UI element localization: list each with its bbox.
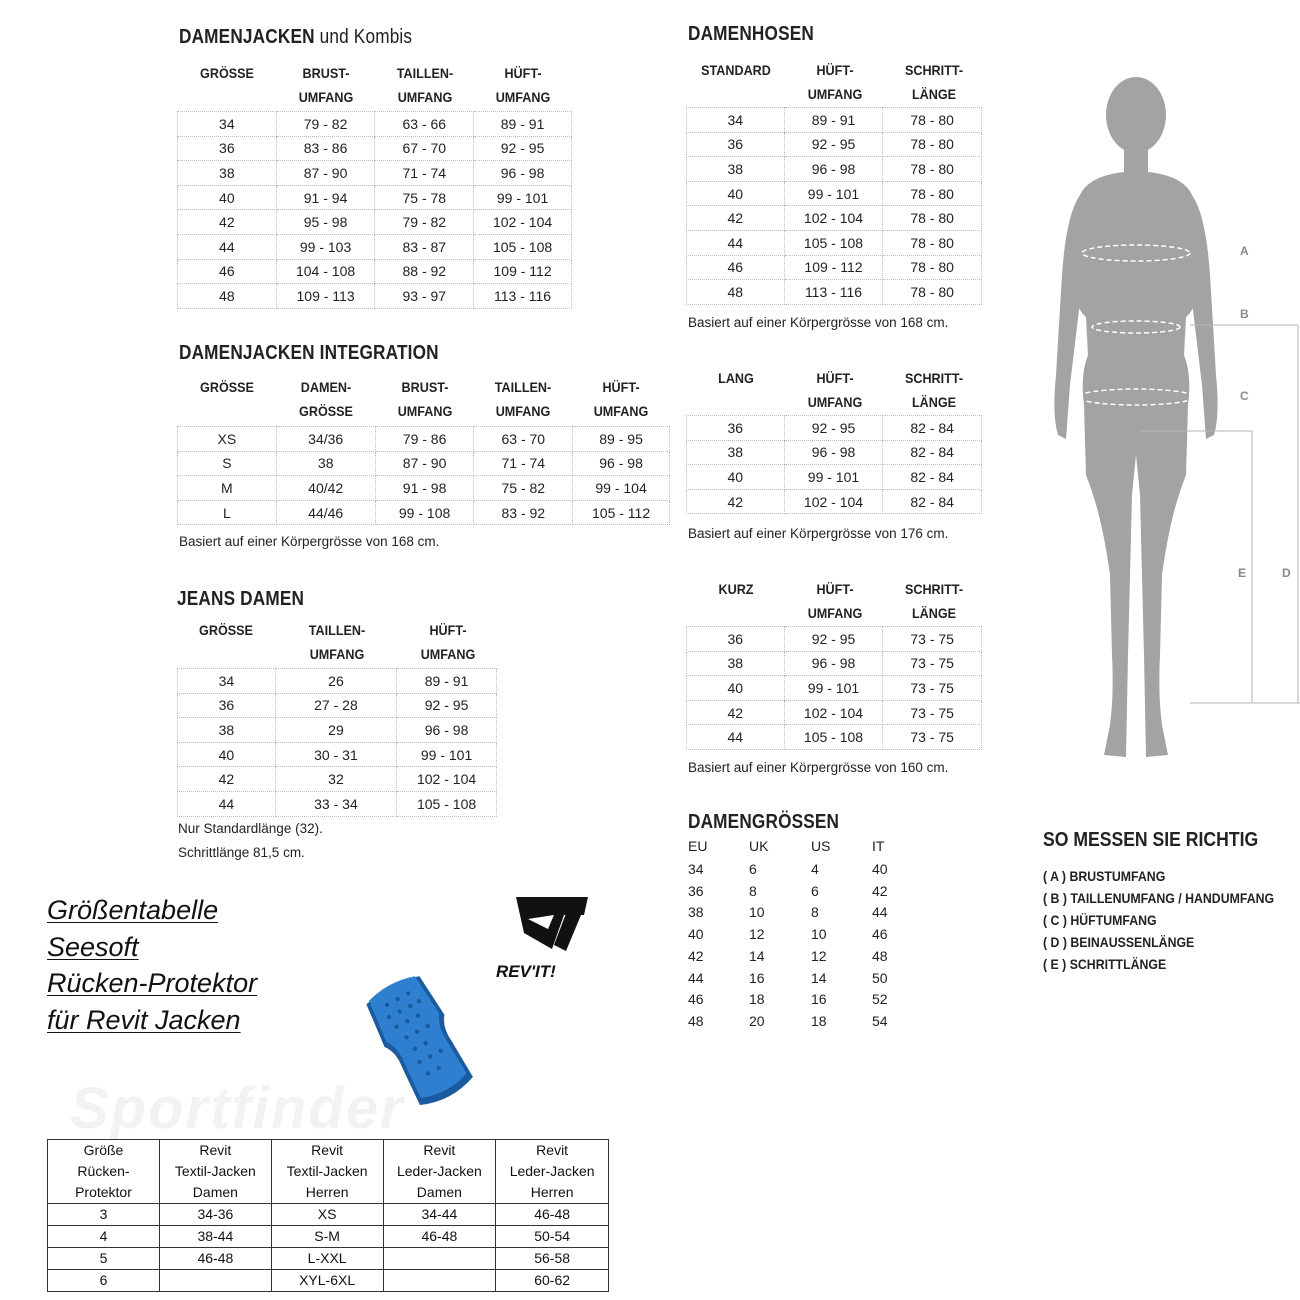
table-cell: 4	[48, 1226, 160, 1248]
table-cell: 109 - 112	[474, 259, 572, 284]
size-value: 46	[872, 926, 888, 943]
table-cell: 36	[687, 416, 785, 441]
protector-title-line: für Revit Jacken	[47, 1004, 241, 1035]
table-cell: 38-44	[159, 1226, 271, 1248]
table-cell: 83 - 92	[474, 500, 573, 525]
table-cell: 99 - 101	[784, 465, 883, 490]
table-cell	[383, 1270, 496, 1292]
table-cell: XYL-6XL	[271, 1270, 383, 1292]
size-value: 16	[811, 991, 827, 1008]
table-row	[48, 1248, 609, 1270]
table-cell: 32	[275, 767, 396, 792]
table-cell: L-XXL	[271, 1248, 383, 1270]
lang-table	[686, 415, 982, 514]
table-cell: 79 - 82	[375, 210, 474, 235]
legend-item: ( C ) HÜFTUMFANG	[1043, 912, 1157, 928]
column-header: BRUST- UMFANG	[397, 379, 453, 419]
column-header: UK	[749, 838, 769, 854]
table-cell: 96 - 98	[784, 651, 883, 676]
standard-table	[686, 107, 982, 305]
table-row	[178, 112, 572, 137]
table-row	[687, 489, 982, 514]
table-cell: 73 - 75	[883, 627, 982, 652]
damenjacken-table	[177, 111, 572, 309]
size-value: 54	[872, 1012, 888, 1029]
table-row	[687, 676, 982, 701]
size-value: 6	[749, 861, 757, 877]
table-cell: 42	[687, 489, 785, 514]
table-row	[178, 476, 670, 501]
table-cell: 96 - 98	[397, 718, 497, 743]
size-value: 50	[872, 969, 888, 986]
table-cell: 83 - 87	[375, 234, 474, 259]
size-value: 8	[811, 904, 819, 921]
table-cell: 34/36	[276, 427, 375, 452]
column-header: Größe Rücken- Protektor	[48, 1140, 160, 1204]
table-row	[687, 627, 982, 652]
table-cell: 88 - 92	[375, 259, 474, 284]
table-cell: 40	[178, 742, 276, 767]
table-cell: 36	[178, 136, 277, 161]
table-row	[178, 136, 572, 161]
protector-title-line: Rücken-Protektor	[47, 968, 258, 998]
size-value: 12	[749, 926, 765, 943]
table-cell: 38	[178, 718, 276, 743]
table-cell: 46	[178, 259, 277, 284]
size-value: 20	[749, 1012, 765, 1029]
table-row	[687, 157, 982, 182]
table-row	[48, 1204, 609, 1226]
size-value: 6	[811, 882, 819, 899]
table-cell: 113 - 116	[784, 280, 883, 305]
column-header: BRUST- UMFANG	[298, 65, 354, 105]
column-header: IT	[872, 838, 885, 854]
table-cell: 42	[687, 206, 785, 231]
column-header: TAILLEN- UMFANG	[308, 622, 366, 662]
table-cell: 38	[687, 157, 785, 182]
table-cell: 44	[178, 234, 277, 259]
table-row	[178, 718, 497, 743]
table-row	[48, 1270, 609, 1292]
table-cell: 113 - 116	[474, 284, 572, 309]
integration-title: DAMENJACKEN INTEGRATION	[179, 342, 439, 364]
table-row	[687, 416, 982, 441]
table-cell: S	[178, 451, 277, 476]
size-value: 10	[811, 926, 827, 943]
standard-note: Basiert auf einer Körpergrösse von 168 cm.	[688, 315, 949, 330]
table-cell: 91 - 94	[276, 185, 375, 210]
table-cell: 78 - 80	[883, 230, 982, 255]
column-header: GRÖSSE	[199, 622, 253, 638]
table-row	[178, 669, 497, 694]
size-value: 42	[688, 947, 704, 964]
table-cell: 82 - 84	[883, 489, 982, 514]
table-cell: 40	[178, 185, 277, 210]
table-cell: 78 - 80	[883, 280, 982, 305]
table-cell: 3	[48, 1204, 160, 1226]
table-cell: 33 - 34	[275, 791, 396, 816]
table-row	[178, 234, 572, 259]
table-row	[687, 725, 982, 750]
size-value: 34	[688, 861, 704, 877]
table-cell: 44	[178, 791, 276, 816]
table-cell: 96 - 98	[784, 157, 883, 182]
table-cell: 36	[687, 627, 785, 652]
table-row	[687, 465, 982, 490]
table-cell: 92 - 95	[474, 136, 572, 161]
table-row	[687, 651, 982, 676]
lang-note: Basiert auf einer Körpergrösse von 176 cm.	[688, 526, 949, 541]
table-cell: 105 - 108	[397, 791, 497, 816]
size-value: 38	[688, 904, 704, 921]
column-header: SCHRITT- LÄNGE	[904, 370, 964, 410]
table-cell: 89 - 95	[573, 427, 670, 452]
table-row	[687, 206, 982, 231]
protector-table	[47, 1139, 609, 1292]
jeans-note-2: Schrittlänge 81,5 cm.	[178, 845, 305, 860]
table-cell: 109 - 113	[276, 284, 375, 309]
table-cell: 96 - 98	[474, 161, 572, 186]
label-e: E	[1238, 566, 1247, 580]
table-cell: 105 - 112	[573, 500, 670, 525]
table-cell: 73 - 75	[883, 676, 982, 701]
label-d: D	[1282, 566, 1291, 580]
table-cell: 46-48	[383, 1226, 496, 1248]
table-cell: 102 - 104	[397, 767, 497, 792]
table-cell: 48	[687, 280, 785, 305]
table-cell: 82 - 84	[883, 416, 982, 441]
size-value: 36	[688, 882, 704, 899]
column-header: HÜFT- UMFANG	[807, 370, 863, 410]
table-cell: 34-36	[159, 1204, 271, 1226]
table-cell: 34	[178, 112, 277, 137]
table-cell: 34-44	[383, 1204, 496, 1226]
column-header: DAMEN- GRÖSSE	[299, 379, 353, 419]
table-cell: 42	[687, 700, 785, 725]
table-cell: 102 - 104	[784, 489, 883, 514]
revit-logo	[494, 893, 610, 983]
table-cell: 89 - 91	[474, 112, 572, 137]
body-figure	[1040, 55, 1300, 775]
table-cell: 83 - 86	[276, 136, 375, 161]
table-cell: 36	[178, 693, 276, 718]
column-header: TAILLEN- UMFANG	[494, 379, 552, 419]
size-value: 16	[749, 969, 765, 986]
protector-title-line: Seesoft	[47, 931, 139, 962]
table-cell: 92 - 95	[784, 416, 883, 441]
table-cell: 46-48	[159, 1248, 271, 1270]
table-row	[178, 161, 572, 186]
table-cell: 42	[178, 767, 276, 792]
column-header: HÜFT- UMFANG	[495, 65, 551, 105]
table-cell: 79 - 82	[276, 112, 375, 137]
table-cell: 92 - 95	[397, 693, 497, 718]
table-cell: 63 - 66	[375, 112, 474, 137]
size-value: 18	[749, 991, 765, 1008]
size-value: 14	[811, 969, 827, 986]
table-cell: 92 - 95	[784, 627, 883, 652]
size-value: 46	[688, 991, 704, 1008]
jeans-note-1: Nur Standardlänge (32).	[178, 821, 323, 836]
table-cell: 87 - 90	[375, 451, 474, 476]
table-cell: L	[178, 500, 277, 525]
damengroessen-title: DAMENGRÖSSEN	[688, 811, 840, 833]
size-value: 40	[688, 926, 704, 943]
table-cell: 48	[178, 284, 277, 309]
size-value: 12	[811, 947, 827, 964]
column-header: Revit Textil-Jacken Damen	[159, 1140, 271, 1204]
table-cell: 40	[687, 676, 785, 701]
table-cell: 99 - 101	[474, 185, 572, 210]
column-header: GRÖSSE	[200, 65, 254, 81]
jeans-title: JEANS DAMEN	[177, 588, 305, 610]
integration-note: Basiert auf einer Körpergrösse von 168 cm.	[179, 534, 440, 549]
damenjacken-title: DAMENJACKEN und Kombis	[179, 26, 413, 48]
table-row	[687, 181, 982, 206]
table-cell: 105 - 108	[784, 230, 883, 255]
column-header: SCHRITT- LÄNGE	[904, 581, 964, 621]
label-b: B	[1240, 307, 1249, 321]
protector-image	[352, 975, 492, 1115]
table-cell: 5	[48, 1248, 160, 1270]
table-cell: 71 - 74	[474, 451, 573, 476]
table-cell: 105 - 108	[474, 234, 572, 259]
size-value: 18	[811, 1012, 827, 1029]
table-row	[687, 255, 982, 280]
table-cell: XS	[271, 1204, 383, 1226]
table-cell: 99 - 103	[276, 234, 375, 259]
table-cell: 104 - 108	[276, 259, 375, 284]
column-header: HÜFT- UMFANG	[420, 622, 476, 662]
table-row	[178, 767, 497, 792]
table-cell: 6	[48, 1270, 160, 1292]
table-cell: 42	[178, 210, 277, 235]
kurz-table	[686, 626, 982, 750]
table-cell: 44	[687, 230, 785, 255]
table-row	[178, 451, 670, 476]
table-cell: 27 - 28	[275, 693, 396, 718]
table-cell: 99 - 104	[573, 476, 670, 501]
table-cell	[383, 1248, 496, 1270]
table-cell: 102 - 104	[474, 210, 572, 235]
size-value: 8	[749, 882, 757, 899]
table-cell: 75 - 82	[474, 476, 573, 501]
table-cell: 99 - 101	[784, 181, 883, 206]
table-row	[687, 132, 982, 157]
table-cell: 99 - 101	[397, 742, 497, 767]
table-row	[178, 500, 670, 525]
size-value: 40	[872, 861, 888, 877]
size-value: 52	[872, 991, 888, 1008]
column-header: LANG	[718, 370, 754, 386]
table-cell: 50-54	[496, 1226, 609, 1248]
table-cell: 34	[178, 669, 276, 694]
table-cell: 105 - 108	[784, 725, 883, 750]
table-cell: 60-62	[496, 1270, 609, 1292]
legend-item: ( B ) TAILLENUMFANG / HANDUMFANG	[1043, 890, 1275, 906]
table-cell: 109 - 112	[784, 255, 883, 280]
table-cell: 38	[276, 451, 375, 476]
table-cell: 40/42	[276, 476, 375, 501]
column-header: Revit Leder-Jacken Herren	[496, 1140, 609, 1204]
silhouette	[1054, 77, 1217, 757]
table-cell: 29	[275, 718, 396, 743]
table-row	[178, 259, 572, 284]
table-cell: 71 - 74	[375, 161, 474, 186]
legend-item: ( D ) BEINAUSSENLÄNGE	[1043, 934, 1195, 950]
size-value: 44	[688, 969, 704, 986]
size-value: 48	[688, 1012, 704, 1029]
table-row	[178, 693, 497, 718]
table-cell: 87 - 90	[276, 161, 375, 186]
table-cell: 73 - 75	[883, 700, 982, 725]
size-value: 10	[749, 904, 765, 921]
column-header: KURZ	[718, 581, 754, 597]
table-header-row	[48, 1140, 609, 1204]
table-cell: 44/46	[276, 500, 375, 525]
table-row	[178, 791, 497, 816]
table-row	[687, 440, 982, 465]
table-cell: 93 - 97	[375, 284, 474, 309]
table-cell: 38	[687, 651, 785, 676]
table-cell: 78 - 80	[883, 206, 982, 231]
table-cell: 67 - 70	[375, 136, 474, 161]
table-cell: 99 - 101	[784, 676, 883, 701]
table-cell: 75 - 78	[375, 185, 474, 210]
table-cell: S-M	[271, 1226, 383, 1248]
size-value: 48	[872, 947, 888, 964]
integration-table	[177, 426, 670, 525]
size-value: 14	[749, 947, 765, 964]
size-value: 4	[811, 861, 819, 877]
size-value: 42	[872, 882, 888, 899]
column-header: Revit Textil-Jacken Herren	[271, 1140, 383, 1204]
table-cell: 102 - 104	[784, 700, 883, 725]
table-row	[178, 742, 497, 767]
column-header: HÜFT- UMFANG	[807, 581, 863, 621]
column-header: STANDARD	[701, 62, 771, 78]
table-cell: 79 - 86	[375, 427, 474, 452]
table-cell: 78 - 80	[883, 157, 982, 182]
table-cell: 63 - 70	[474, 427, 573, 452]
table-cell: 78 - 80	[883, 132, 982, 157]
column-header: HÜFT- UMFANG	[807, 62, 863, 102]
watermark: Sportfinder	[70, 1076, 405, 1141]
table-cell: 44	[687, 725, 785, 750]
column-header: TAILLEN- UMFANG	[396, 65, 454, 105]
table-cell: 89 - 91	[397, 669, 497, 694]
table-cell: 40	[687, 465, 785, 490]
jeans-table	[177, 668, 497, 817]
legend-item: ( E ) SCHRITTLÄNGE	[1043, 956, 1167, 972]
table-row	[687, 230, 982, 255]
table-row	[178, 210, 572, 235]
legend-title: SO MESSEN SIE RICHTIG	[1043, 829, 1259, 851]
table-row	[48, 1226, 609, 1248]
protector-title	[47, 892, 257, 1038]
table-row	[687, 280, 982, 305]
table-cell: 96 - 98	[573, 451, 670, 476]
table-cell: 73 - 75	[883, 725, 982, 750]
table-cell: 38	[687, 440, 785, 465]
legend-item: ( A ) BRUSTUMFANG	[1043, 868, 1166, 884]
table-cell: 91 - 98	[375, 476, 474, 501]
table-cell: 46	[687, 255, 785, 280]
table-cell: 92 - 95	[784, 132, 883, 157]
table-cell: 36	[687, 132, 785, 157]
table-cell: 73 - 75	[883, 651, 982, 676]
table-row	[687, 700, 982, 725]
legend	[1043, 829, 1274, 975]
column-header: GRÖSSE	[200, 379, 254, 395]
table-cell: XS	[178, 427, 277, 452]
table-cell: 38	[178, 161, 277, 186]
label-a: A	[1240, 244, 1249, 258]
table-cell: 89 - 91	[784, 108, 883, 133]
table-cell: 82 - 84	[883, 440, 982, 465]
table-row	[178, 185, 572, 210]
label-c: C	[1240, 389, 1249, 403]
table-row	[687, 108, 982, 133]
table-cell: 78 - 80	[883, 181, 982, 206]
column-header: Revit Leder-Jacken Damen	[383, 1140, 496, 1204]
size-value: 44	[872, 904, 888, 921]
table-cell: 30 - 31	[275, 742, 396, 767]
table-cell: 46-48	[496, 1204, 609, 1226]
table-row	[178, 427, 670, 452]
column-header: EU	[688, 838, 708, 854]
table-cell: 40	[687, 181, 785, 206]
column-header: HÜFT- UMFANG	[593, 379, 649, 419]
table-cell: 99 - 108	[375, 500, 474, 525]
table-cell: 78 - 80	[883, 108, 982, 133]
table-cell: 26	[275, 669, 396, 694]
table-cell: 78 - 80	[883, 255, 982, 280]
table-cell: 34	[687, 108, 785, 133]
table-row	[178, 284, 572, 309]
revit-logo-text: REV'IT!	[496, 962, 556, 981]
column-header: US	[811, 838, 831, 854]
table-cell	[159, 1270, 271, 1292]
table-cell: 82 - 84	[883, 465, 982, 490]
column-header: SCHRITT- LÄNGE	[904, 62, 964, 102]
table-cell: 96 - 98	[784, 440, 883, 465]
table-cell: 102 - 104	[784, 206, 883, 231]
kurz-note: Basiert auf einer Körpergrösse von 160 cm.	[688, 760, 949, 775]
table-cell: 56-58	[496, 1248, 609, 1270]
protector-title-line: Größentabelle	[47, 895, 219, 925]
damenhosen-title: DAMENHOSEN	[688, 23, 814, 45]
table-cell: 95 - 98	[276, 210, 375, 235]
table-cell: M	[178, 476, 277, 501]
